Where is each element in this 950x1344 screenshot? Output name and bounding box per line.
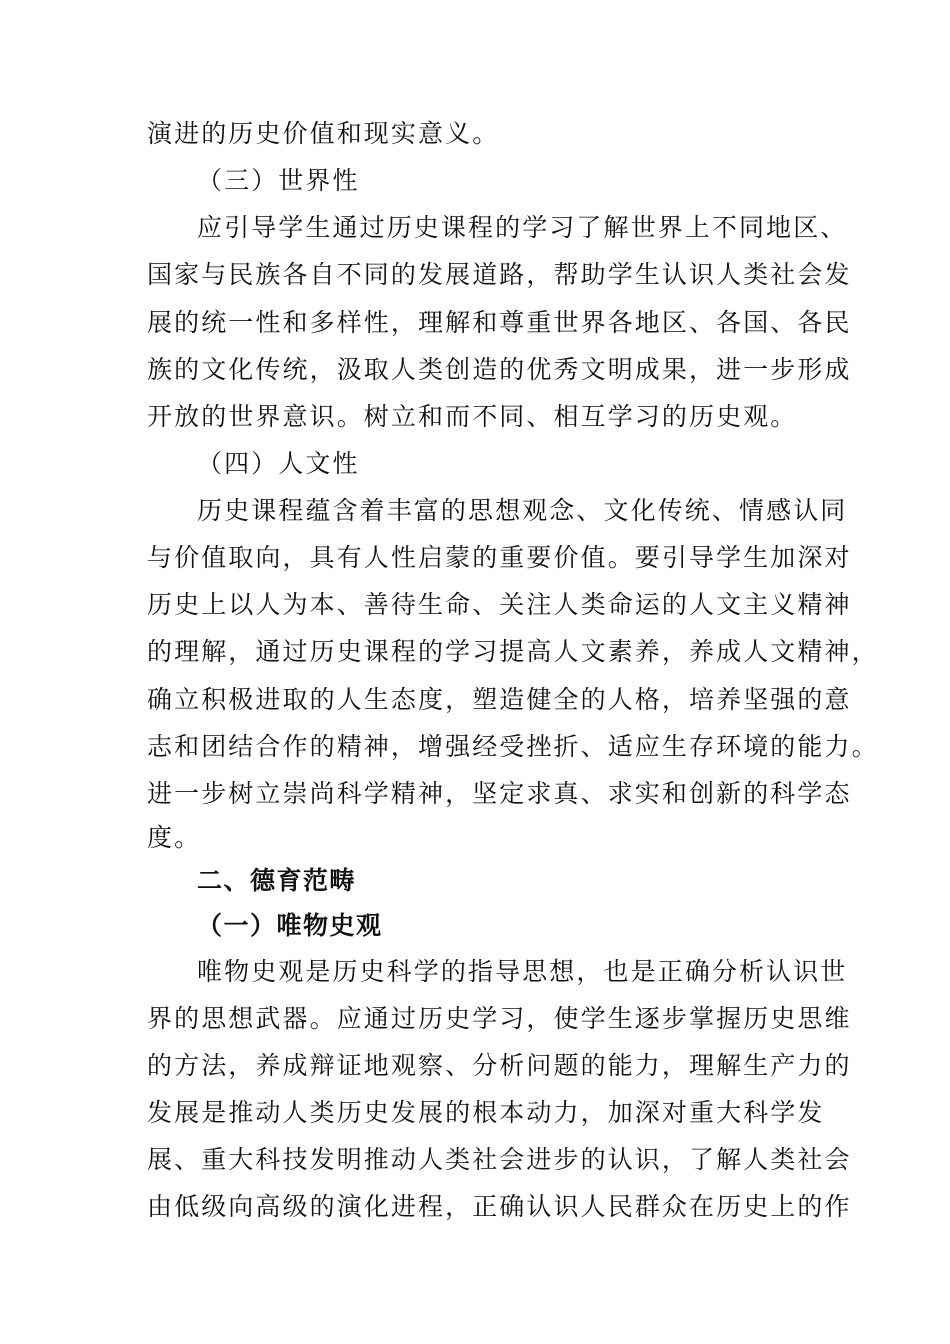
paragraph-line: 发展是推动人类历史发展的根本动力，加深对重大科学发 [147, 1098, 825, 1127]
paragraph-line: 志和团结合作的精神，增强经受挫折、适应生存环境的能力。 [147, 732, 879, 761]
subsection-heading-humanism: （四）人文性 [197, 449, 360, 478]
paragraph-line: 度。 [147, 823, 202, 852]
paragraph-line: 确立积极进取的人生态度，塑造健全的人格，培养坚强的意 [147, 685, 852, 714]
subsection-heading-worldliness: （三）世界性 [197, 166, 360, 195]
paragraph-line: 的理解，通过历史课程的学习提高人文素养，养成人文精神， [147, 637, 879, 666]
section-heading-moral-education: 二、德育范畴 [197, 866, 357, 895]
subsection-heading-historical-materialism: （一）唯物史观 [197, 911, 383, 940]
paragraph-line: 界的思想武器。应通过历史学习，使学生逐步掌握历史思维 [147, 1004, 852, 1033]
paragraph-line: 展、重大科技发明推动人类社会进步的认识，了解人类社会 [147, 1145, 852, 1174]
paragraph-line: 进一步树立崇尚科学精神，坚定求真、求实和创新的科学态 [147, 779, 852, 808]
paragraph-line: 演进的历史价值和现实意义。 [147, 119, 500, 148]
paragraph-line: 与价值取向，具有人性启蒙的重要价值。要引导学生加深对 [147, 543, 852, 572]
paragraph-line: 的方法，养成辩证地观察、分析问题的能力，理解生产力的 [147, 1051, 852, 1080]
paragraph-line: 族的文化传统，汲取人类创造的优秀文明成果，进一步形成 [147, 355, 852, 384]
paragraph-line: 由低级向高级的演化进程，正确认识人民群众在历史上的作 [147, 1192, 852, 1221]
paragraph-line: 国家与民族各自不同的发展道路，帮助学生认识人类社会发 [147, 260, 852, 289]
paragraph-line: 唯物史观是历史科学的指导思想，也是正确分析认识世 [197, 957, 848, 986]
paragraph-line: 历史上以人为本、善待生命、关注人类命运的人文主义精神 [147, 590, 852, 619]
paragraph-line: 历史课程蕴含着丰富的思想观念、文化传统、情感认同 [197, 496, 848, 525]
paragraph-line: 应引导学生通过历史课程的学习了解世界上不同地区、 [197, 213, 848, 242]
paragraph-line: 展的统一性和多样性，理解和尊重世界各地区、各国、各民 [147, 308, 852, 337]
paragraph-line: 开放的世界意识。树立和而不同、相互学习的历史观。 [147, 402, 798, 431]
